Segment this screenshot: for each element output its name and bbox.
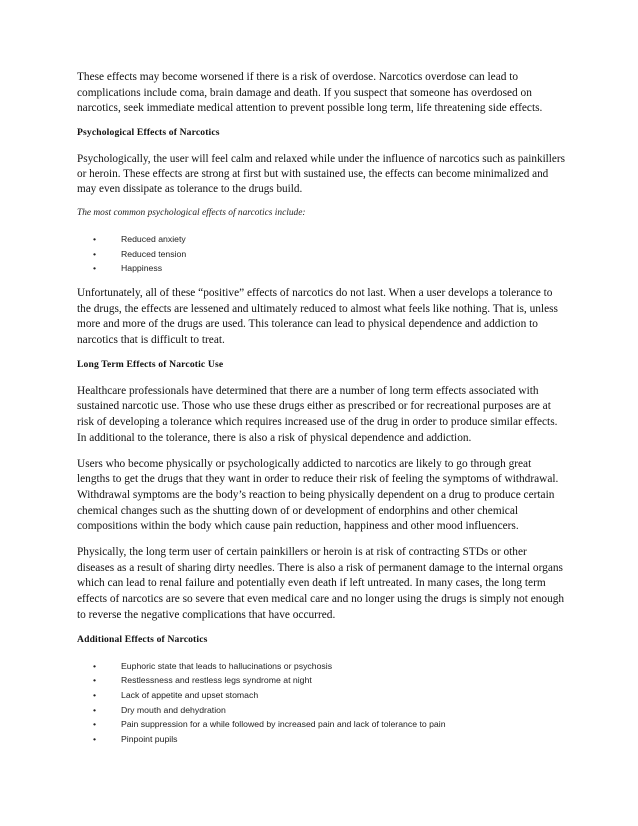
list-item: • Reduced anxiety — [77, 232, 565, 247]
additional-bullet-list — [77, 659, 565, 747]
bullet-icon: • — [93, 263, 97, 274]
bullet-icon: • — [93, 719, 97, 730]
list-item: • Lack of appetite and upset stomach — [77, 688, 565, 703]
list-item: • Pain suppression for a while followed by increased pain and lack of tolerance to pain — [77, 717, 565, 732]
psych-list-intro: The most common psychological effects of narcotics include: — [77, 207, 306, 218]
bullet-icon: • — [93, 675, 97, 686]
longterm-heading: Long Term Effects of Narcotic Use — [77, 358, 224, 370]
bullet-icon: • — [93, 690, 97, 700]
list-item: • Euphoric state that leads to hallucinations or psychosis — [77, 659, 565, 674]
longterm-paragraph: Healthcare professionals have determined that there are a number of long term effects associated with sustained narcotic use. Those who use these drugs either as prescribed or for recreational purposes are at risk of developing a tolerance which requires increased use of the drug in order to produce similar effects. In additional to the tolerance, there is also a risk of physical dependence and addiction. — [77, 384, 558, 444]
list-item: • Restlessness and restless legs syndrome at night — [77, 673, 565, 688]
longterm-paragraph: Physically, the long term user of certain painkillers or heroin is at risk of contracting STDs or other diseases as a result of sharing dirty needles. There is also a risk of permanent damage to the internal organs which can lead to renal failure and potentially even death if left untreated. In many cases, the long term effects of narcotics are so severe that even medical care and no longer using the drugs is simply not enough to reverse the negative complications that have occurred. — [77, 546, 565, 621]
bullet-icon: • — [93, 660, 97, 671]
intro-paragraph: These effects may become worsened if there is a risk of overdose. Narcotics overdose can lead to complications include coma, brain damage and death. If you suspect that someone has overdosed on narcotics, seek immediate medical attention to prevent possible long term, life threatening side effects. — [77, 71, 543, 115]
longterm-paragraph: Users who become physically or psychologically addicted to narcotics are likely to go through great lengths to get the drugs that they want in order to reduce their risk of feeling the symptoms of withdrawal. Withdrawal symptoms are the body’s reaction to being physically dependent on a drug to produce certain chemical changes such as the shutting down of or development of endorphins and other chemical compositions within the body which cause pain reduction, happiness and other mood influencers. — [77, 457, 559, 533]
list-item: • Pinpoint pupils — [77, 732, 565, 747]
list-item: • Dry mouth and dehydration — [77, 703, 565, 718]
psych-followup-paragraph: Unfortunately, all of these “positive” effects of narcotics do not last. When a user develops a tolerance to the drugs, the effects are lessened and ultimately reduced to almost what feels like nothing. That is, unless more and more of the drugs are used. This tolerance can lead to physical dependence and addiction to narcotics that is difficult to treat. — [77, 286, 558, 347]
bullet-icon: • — [93, 248, 97, 259]
psych-paragraph: Psychologically, the user will feel calm and relaxed while under the influence of narcotics such as painkillers or heroin. These effects are strong at first but with sustained use, the effects can become minimalized and may even dissipate as tolerance to the drugs build. — [77, 153, 565, 195]
bullet-icon: • — [93, 233, 97, 244]
psych-heading: Psychological Effects of Narcotics — [77, 127, 220, 139]
bullet-icon: • — [93, 704, 97, 715]
list-item: • Happiness — [77, 261, 565, 276]
document-body — [77, 70, 565, 757]
psych-bullet-list — [77, 232, 565, 276]
additional-heading: Additional Effects of Narcotics — [77, 633, 208, 645]
list-item: • Reduced tension — [77, 247, 565, 262]
bullet-icon: • — [93, 734, 97, 745]
